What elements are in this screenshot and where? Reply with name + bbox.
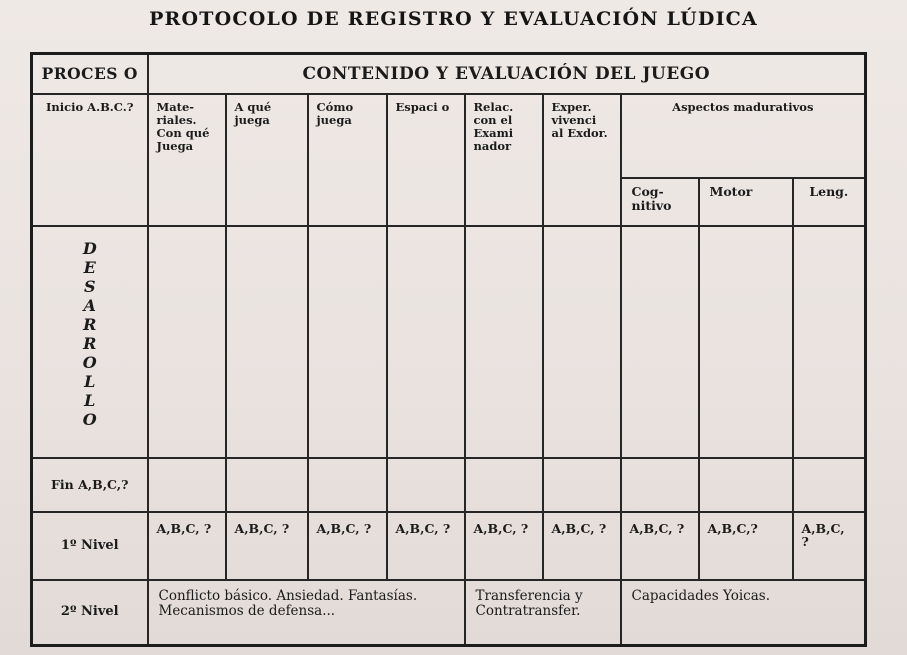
desarrollo-letter: L	[84, 390, 96, 410]
row-label-inicio: Inicio A.B.C.?	[32, 94, 148, 226]
cell-fin-7	[621, 458, 699, 512]
evaluation-table	[30, 52, 867, 647]
header-contenido: CONTENIDO Y EVALUACIÓN DEL JUEGO	[148, 54, 866, 94]
cell-desarrollo-8	[699, 226, 793, 458]
nivel1-cell: A,B,C, ?	[148, 512, 226, 580]
desarrollo-letter: S	[83, 276, 96, 296]
nivel2-capacidades: Capacidades Yoicas.	[621, 580, 866, 646]
col-a-que-juega: A qué juega	[226, 94, 308, 226]
cell-desarrollo-5	[465, 226, 543, 458]
cell-desarrollo-2	[226, 226, 308, 458]
nivel1-cell: A,B,C, ?	[387, 512, 465, 580]
desarrollo-letter: R	[83, 314, 97, 334]
desarrollo-letter: E	[83, 257, 96, 277]
nivel1-cell: A,B,C, ?	[226, 512, 308, 580]
desarrollo-row	[32, 226, 866, 458]
col-cognitivo: Cog- nitivo	[621, 178, 699, 226]
cell-desarrollo-7	[621, 226, 699, 458]
col-como-juega: Cómo juega	[308, 94, 387, 226]
col-materiales: Mate- riales. Con qué Juega	[148, 94, 226, 226]
header-row	[32, 54, 866, 94]
row-label-nivel2: 2º Nivel	[32, 580, 148, 646]
col-exper-vivencial: Exper. vivenci al Exdor.	[543, 94, 621, 226]
col-aspectos-madurativos: Aspectos madurativos	[621, 94, 866, 178]
cell-fin-4	[387, 458, 465, 512]
col-relac-examinador: Relac. con el Exami nador	[465, 94, 543, 226]
document-title: PROTOCOLO DE REGISTRO Y EVALUACIÓN LÚDICA	[149, 8, 758, 30]
cell-desarrollo-6	[543, 226, 621, 458]
cell-fin-8	[699, 458, 793, 512]
cell-desarrollo-9	[793, 226, 866, 458]
cell-fin-6	[543, 458, 621, 512]
header-proceso: PROCES O	[32, 54, 148, 94]
col-motor: Motor	[699, 178, 793, 226]
fin-row	[32, 458, 866, 512]
cell-fin-1	[148, 458, 226, 512]
row-label-fin: Fin A,B,C,?	[32, 458, 148, 512]
col-leng: Leng.	[793, 178, 866, 226]
nivel1-cell: A,B,C, ?	[308, 512, 387, 580]
nivel2-conflicto: Conflicto básico. Ansiedad. Fantasías. Mecanismos de defensa...	[148, 580, 465, 646]
column-header-row	[32, 94, 866, 178]
cell-desarrollo-1	[148, 226, 226, 458]
cell-fin-3	[308, 458, 387, 512]
cell-fin-9	[793, 458, 866, 512]
nivel1-row	[32, 512, 866, 580]
col-espacio: Espaci o	[387, 94, 465, 226]
desarrollo-letters	[33, 239, 147, 429]
desarrollo-letter: O	[82, 409, 97, 429]
cell-desarrollo-3	[308, 226, 387, 458]
nivel1-cell: A,B,C, ?	[543, 512, 621, 580]
row-label-desarrollo	[32, 226, 148, 458]
nivel2-transferencia: Transferencia y Contratransfer.	[465, 580, 621, 646]
desarrollo-letter: O	[82, 352, 97, 372]
cell-fin-5	[465, 458, 543, 512]
cell-fin-2	[226, 458, 308, 512]
desarrollo-letter: D	[82, 238, 97, 258]
nivel1-cell: A,B,C, ?	[621, 512, 699, 580]
cell-desarrollo-4	[387, 226, 465, 458]
nivel1-cell: A,B,C,?	[699, 512, 793, 580]
nivel1-cell: A,B,C, ?	[465, 512, 543, 580]
desarrollo-letter: A	[83, 295, 96, 315]
desarrollo-letter: L	[84, 371, 96, 391]
row-label-nivel1: 1º Nivel	[32, 512, 148, 580]
nivel1-cell: A,B,C, ?	[793, 512, 866, 580]
nivel2-row	[32, 580, 866, 646]
desarrollo-letter: R	[83, 333, 97, 353]
